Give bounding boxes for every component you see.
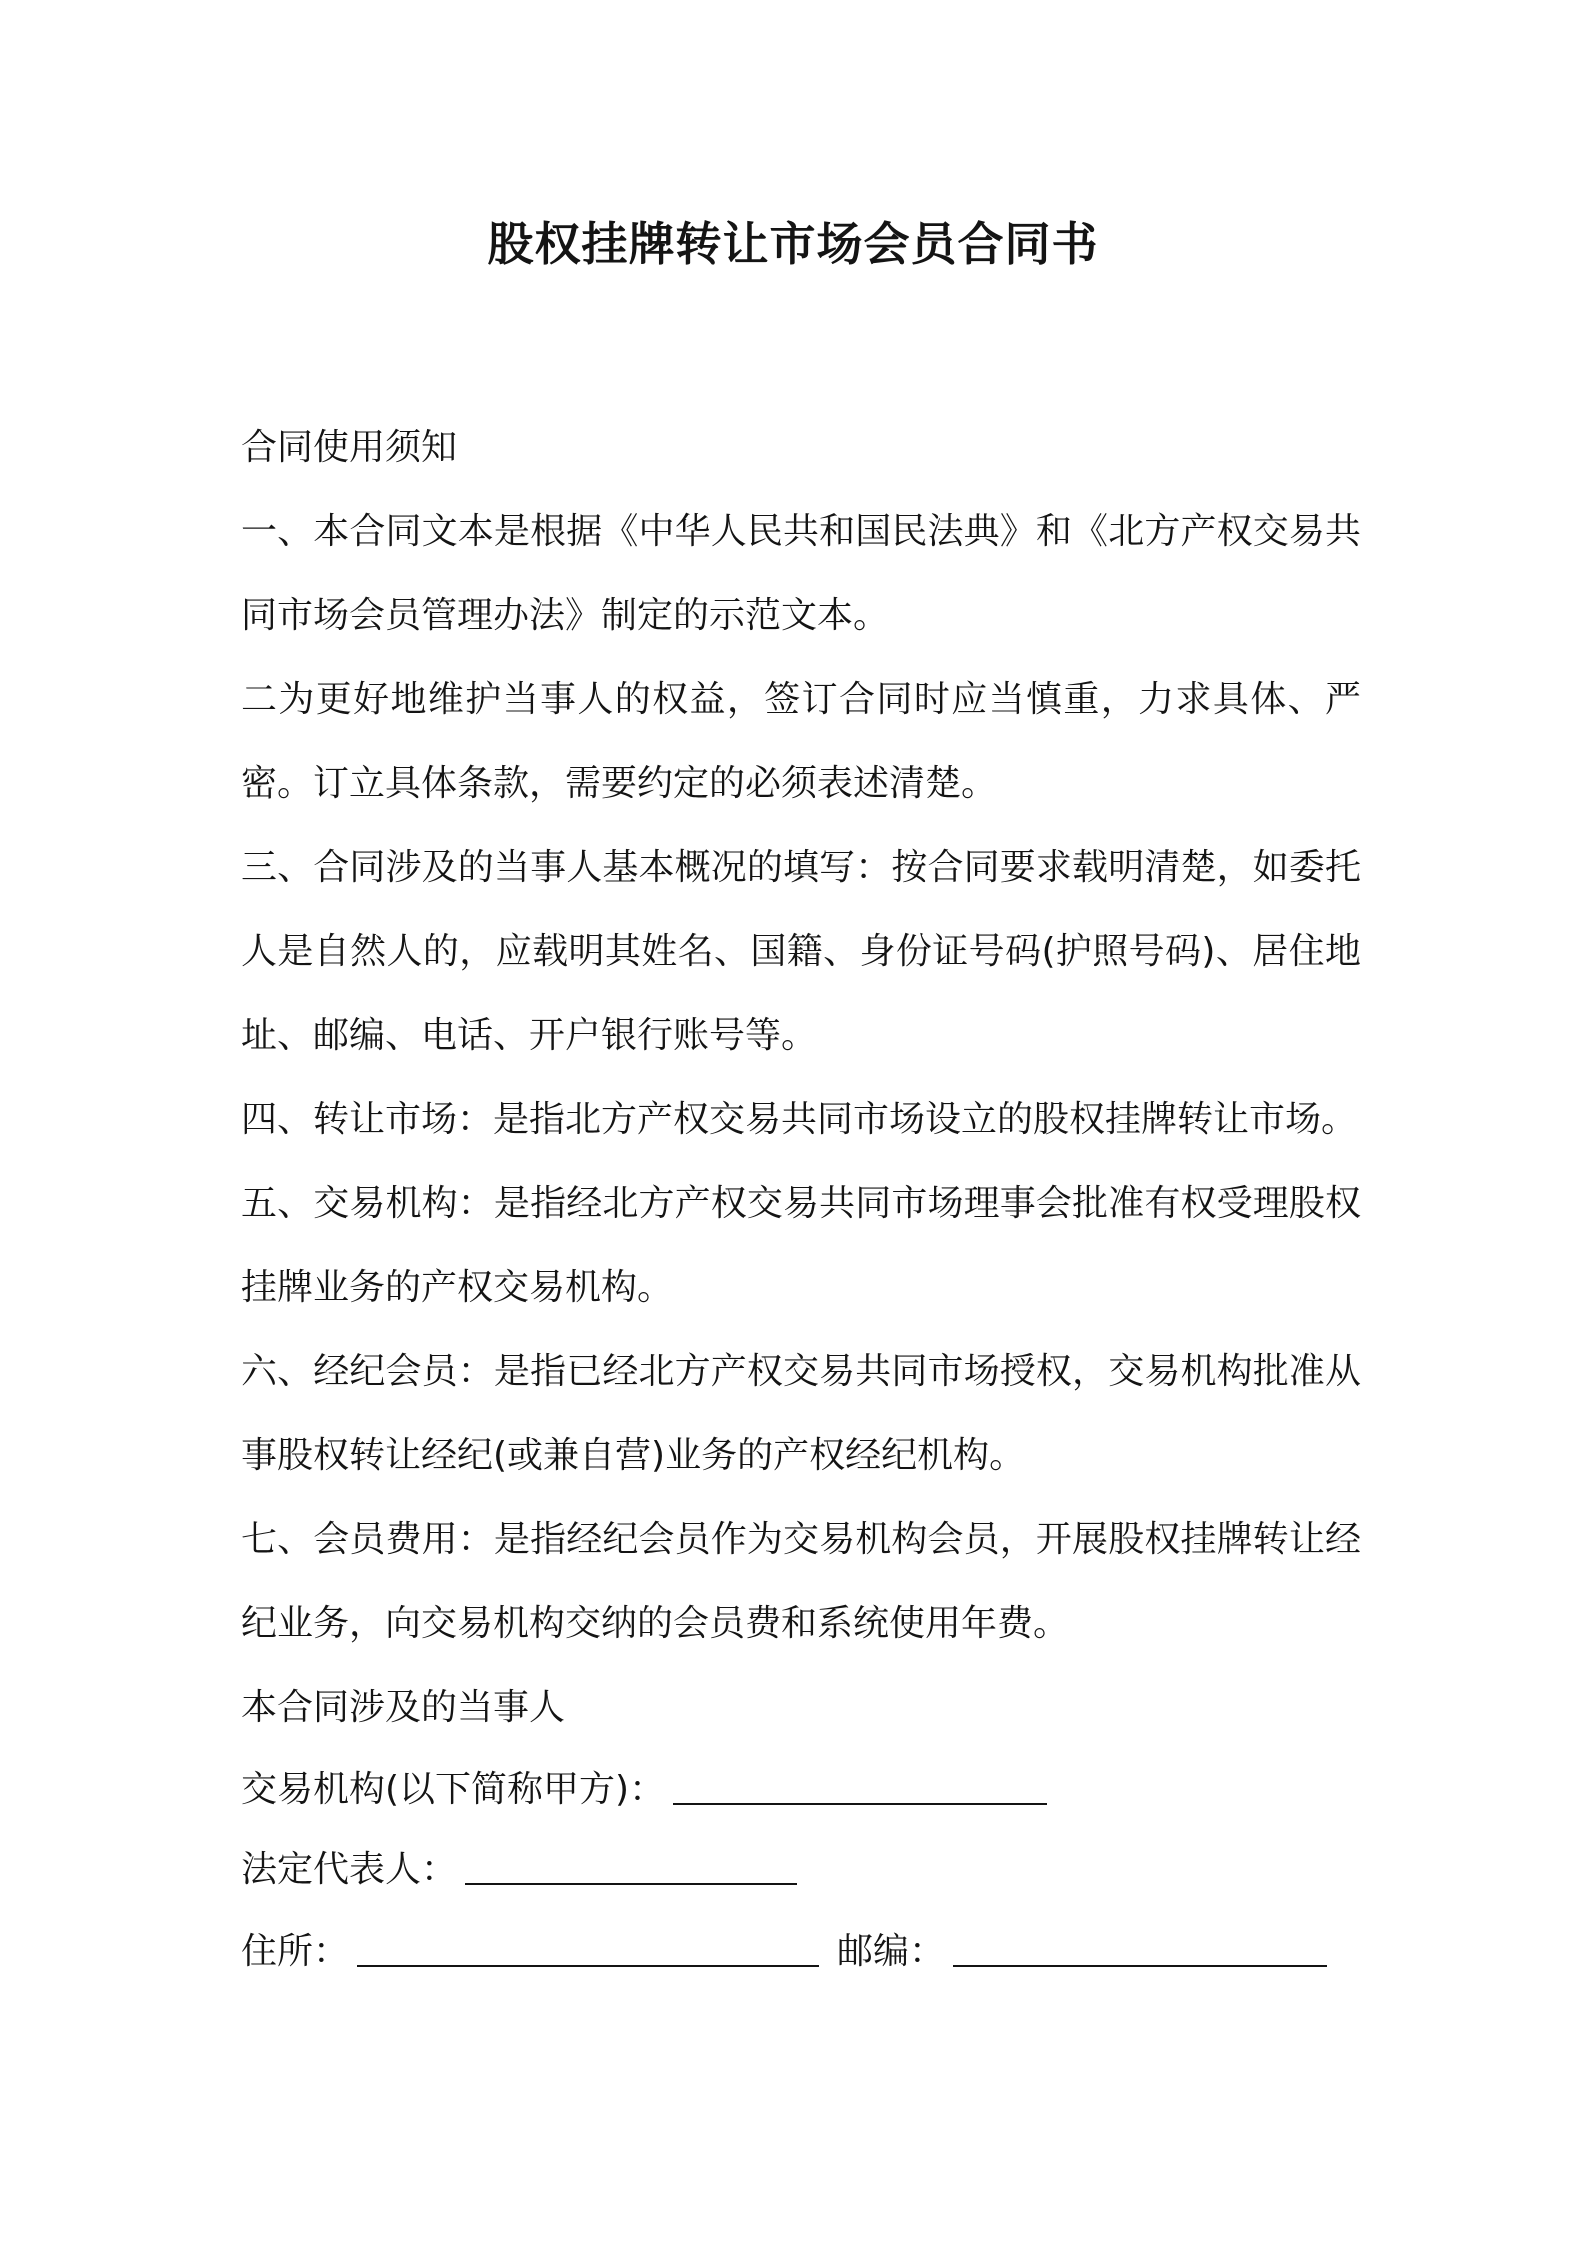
clause-1: 一、本合同文本是根据《中华人民共和国民法典》和《北方产权交易共同市场会员管理办法》制定的示范文本。 xyxy=(241,511,1361,636)
legal-rep-blank-line[interactable] xyxy=(465,1853,797,1885)
institution-field-row xyxy=(241,1750,1361,1830)
address-label: 住所： xyxy=(241,1931,350,1972)
address-blank-line[interactable] xyxy=(357,1935,819,1967)
address-postcode-field-row xyxy=(241,1910,1361,1994)
clause-2: 二为更好地维护当事人的权益，签订合同时应当慎重，力求具体、严密。订立具体条款，需要约定的必须表述清楚。 xyxy=(241,679,1361,804)
clause-5: 五、交易机构：是指经北方产权交易共同市场理事会批准有权受理股权挂牌业务的产权交易机构。 xyxy=(241,1183,1361,1308)
postcode-label: 邮编： xyxy=(837,1931,946,1972)
clause-6: 六、经纪会员：是指已经北方产权交易共同市场授权，交易机构批准从事股权转让经纪(或兼自营)业务的产权经纪机构。 xyxy=(241,1351,1361,1476)
document-body xyxy=(241,406,1361,1994)
legal-rep-label: 法定代表人： xyxy=(241,1849,458,1890)
legal-rep-field-row xyxy=(241,1830,1361,1910)
postcode-blank-line[interactable] xyxy=(953,1935,1327,1967)
section-heading-usage-notes: 合同使用须知 xyxy=(241,427,458,468)
section-heading-parties: 本合同涉及的当事人 xyxy=(241,1687,566,1728)
institution-label: 交易机构(以下简称甲方)： xyxy=(241,1769,666,1810)
institution-blank-line[interactable] xyxy=(673,1773,1047,1805)
clause-7: 七、会员费用：是指经纪会员作为交易机构会员，开展股权挂牌转让经纪业务，向交易机构交纳的会员费和系统使用年费。 xyxy=(241,1519,1361,1644)
clause-4: 四、转让市场：是指北方产权交易共同市场设立的股权挂牌转让市场。 xyxy=(241,1099,1358,1140)
clause-3: 三、合同涉及的当事人基本概况的填写：按合同要求载明清楚，如委托人是自然人的，应载明其姓名、国籍、身份证号码(护照号码)、居住地址、邮编、电话、开户银行账号等。 xyxy=(241,847,1361,1056)
document-title: 股权挂牌转让市场会员合同书 xyxy=(487,217,1099,271)
